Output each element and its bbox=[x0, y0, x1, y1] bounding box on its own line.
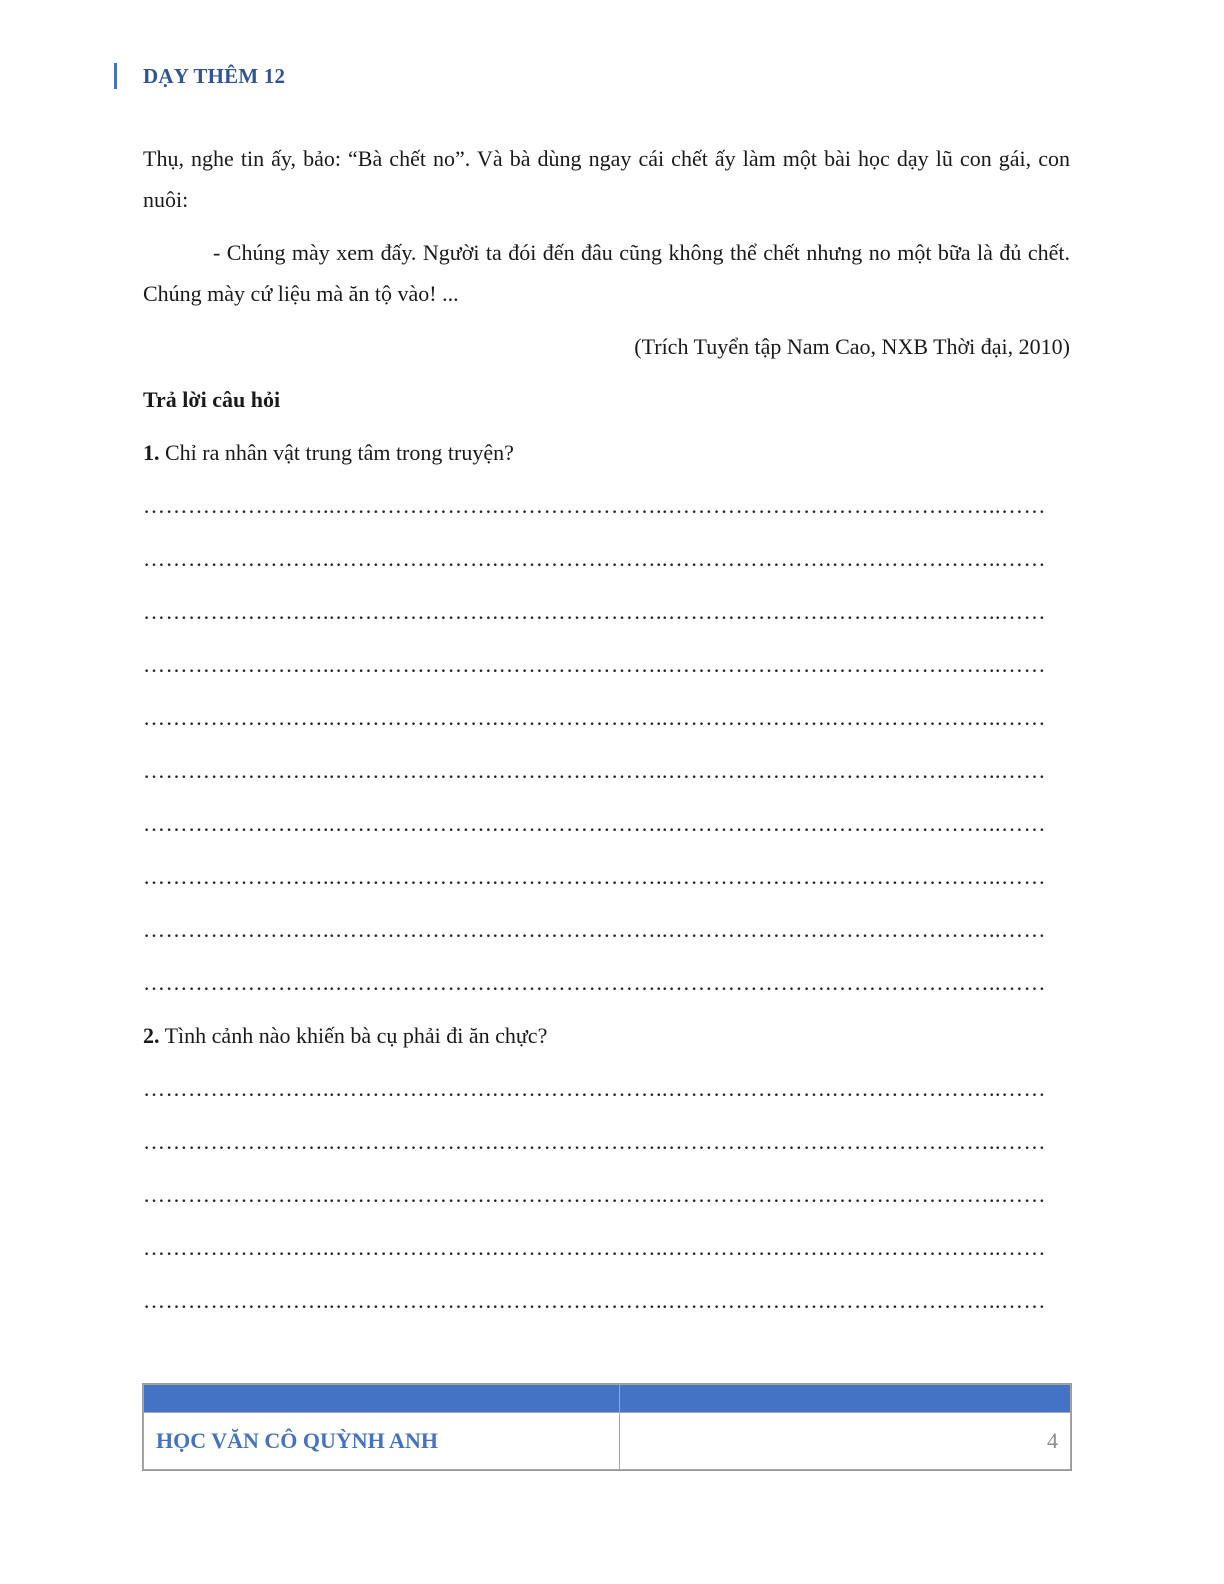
answer-line: ……………………..………………….…………………..………………….…………………..…… bbox=[143, 917, 1046, 942]
page-footer bbox=[142, 1383, 1072, 1471]
answer-line: ……………………..………………….…………………..………………….…………………..…… bbox=[143, 705, 1046, 730]
answer-line: ……………………..………………….…………………..………………….…………………..…… bbox=[143, 599, 1046, 624]
question-1-text: Chỉ ra nhân vật trung tâm trong truyện? bbox=[165, 440, 514, 465]
header-accent-bar bbox=[114, 63, 117, 89]
question-2-text: Tình cảnh nào khiến bà cụ phải đi ăn chực? bbox=[164, 1023, 548, 1048]
question-2-answer-area bbox=[143, 1068, 1070, 1321]
page-number: 4 bbox=[620, 1413, 1071, 1470]
answer-line: ……………………..………………….…………………..………………….…………………..…… bbox=[143, 652, 1046, 677]
answer-line: ……………………..………………….…………………..………………….…………………..…… bbox=[143, 758, 1046, 783]
footer-color-band bbox=[144, 1385, 1071, 1413]
footer-table bbox=[143, 1384, 1071, 1470]
question-2 bbox=[143, 1015, 1070, 1056]
section-heading: Trả lời câu hỏi bbox=[143, 387, 281, 412]
footer-row bbox=[144, 1413, 1071, 1470]
answer-line: ……………………..………………….…………………..………………….…………………..…… bbox=[143, 1182, 1046, 1207]
answer-line: ……………………..………………….…………………..………………….…………………..…… bbox=[143, 811, 1046, 836]
answer-line: ……………………..………………….…………………..………………….…………………..…… bbox=[143, 1076, 1046, 1101]
question-1 bbox=[143, 432, 1070, 473]
question-1-answer-area bbox=[143, 485, 1070, 1003]
answer-line: ……………………..………………….…………………..………………….…………………..…… bbox=[143, 1235, 1046, 1260]
passage-paragraph-1: Thụ, nghe tin ấy, bảo: “Bà chết no”. Và bà dùng ngay cái chết ấy làm một bài học dạy lũ con gái, con nuôi: bbox=[143, 146, 1070, 212]
answer-line: ……………………..………………….…………………..………………….…………………..…… bbox=[143, 864, 1046, 889]
page-header bbox=[114, 62, 285, 90]
footer-band-left bbox=[144, 1385, 620, 1413]
question-1-number: 1. bbox=[143, 440, 160, 465]
footer-brand-text: HỌC VĂN CÔ QUỲNH ANH bbox=[144, 1413, 620, 1470]
passage-paragraph-2: - Chúng mày xem đấy. Người ta đói đến đâu cũng không thể chết nhưng no một bữa là đủ chết. Chúng mày cứ liệu mà ăn tộ vào! ... bbox=[143, 240, 1070, 306]
passage-source: (Trích Tuyển tập Nam Cao, NXB Thời đại, 2010) bbox=[634, 334, 1070, 359]
answer-line: ……………………..………………….…………………..………………….…………………..…… bbox=[143, 493, 1046, 518]
answer-line: ……………………..………………….…………………..………………….…………………..…… bbox=[143, 970, 1046, 995]
document-body bbox=[143, 138, 1070, 1333]
footer-band-right bbox=[620, 1385, 1071, 1413]
answer-line: ……………………..………………….…………………..………………….…………………..…… bbox=[143, 546, 1046, 571]
answer-line: ……………………..………………….…………………..………………….…………………..…… bbox=[143, 1288, 1046, 1313]
question-2-number: 2. bbox=[143, 1023, 160, 1048]
answer-line: ……………………..………………….…………………..………………….…………………..…… bbox=[143, 1129, 1046, 1154]
header-title: DẠY THÊM 12 bbox=[143, 63, 286, 88]
